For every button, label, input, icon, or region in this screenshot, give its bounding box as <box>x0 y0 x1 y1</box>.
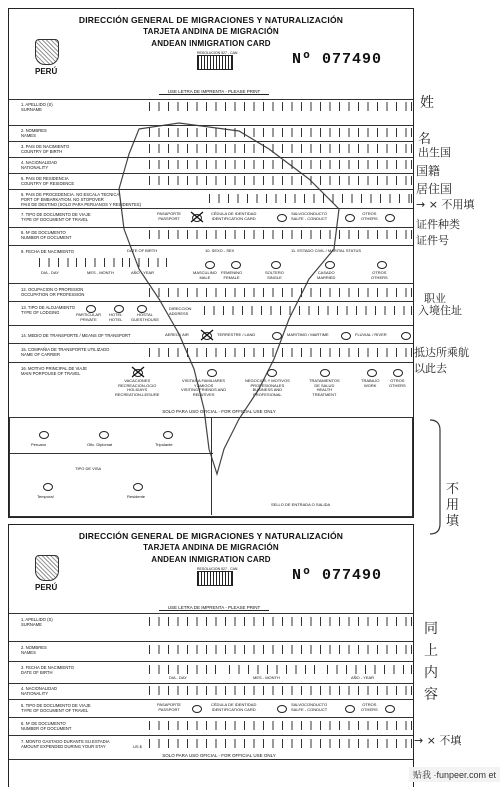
purpose-work-radio[interactable] <box>367 369 377 377</box>
row-divider <box>9 189 413 190</box>
field-amount-label: 7. MONTO GASTADO DURANTE SU ESTADIA AMOUNT EXPENDED DURING YOUR STAY <box>21 739 110 749</box>
note-no-fill: → × 不用填 <box>416 198 475 211</box>
row-divider <box>9 453 213 454</box>
field-residence-label: 5. PAIS DE RESIDENCIA COUNTRY OF RESIDENCE <box>21 176 75 186</box>
doc-safe-conduct-radio[interactable] <box>345 705 355 713</box>
embarkation-grid[interactable] <box>209 194 412 203</box>
note-name: 名 <box>418 132 432 147</box>
type-diplomat-radio[interactable] <box>99 431 109 439</box>
doc-others-option: OTROS OTHERS <box>361 211 378 221</box>
row-divider <box>9 227 413 228</box>
row-divider <box>9 141 413 142</box>
dob-year-grid[interactable] <box>129 258 167 267</box>
birth-country-grid[interactable] <box>149 144 412 153</box>
lodging-private-option: PARTICULAR PRIVATE <box>76 312 101 322</box>
field-doc-type-label: 7. TIPO DE DOCUMENTO DE VIAJE TYPE OF DOCUMENT OF TRAVEL <box>21 212 91 222</box>
row-divider <box>9 125 413 126</box>
field-embarkation-label: 6. PAIS DE PROCEDENCIA. NO ESCALA TECNICA PORT OF EMBARKATION. NO STOPOVER PAIS DE DESTINO (SOLO PARA PERUANOS Y RESIDENTES) <box>21 192 141 207</box>
field-lodging-label: 13. TIPO DE ALOJAMIENTO TYPE OF LODGING <box>21 305 76 315</box>
field-surname-label: 1. APELLIDO (S) SURNAME <box>21 102 53 112</box>
type-crew-radio[interactable] <box>163 431 173 439</box>
row-divider <box>9 641 413 642</box>
note-surname: 姓 <box>420 95 434 111</box>
doc-safe-conduct-option: SALVOCONDUCTO SALFE - CONDUCT <box>291 211 328 221</box>
address-grid[interactable] <box>204 306 412 315</box>
purpose-visiting-radio[interactable] <box>207 369 217 377</box>
dob-day-grid[interactable] <box>149 665 216 674</box>
row-divider <box>9 173 413 174</box>
purpose-business-radio[interactable] <box>267 369 277 377</box>
row-divider <box>9 343 413 344</box>
field-doc-number-label: 6. Nº DE DOCUMENTO NUMBER OF DOCUMENT <box>21 721 72 731</box>
note-doc-number: 证件号 <box>416 234 449 247</box>
sex-female-radio[interactable] <box>231 261 241 269</box>
doc-id-option: CÉDULA DE IDENTIDAD IDENTIFICATION CARD <box>211 211 257 221</box>
purpose-holidays-option: VACACIONES RECREACION-OCIO HOLIDAYS RECREATION-LEISURE <box>115 378 160 397</box>
doc-others-radio[interactable] <box>385 705 395 713</box>
resolution-text: RESOLUCION 527 - CAN <box>197 567 238 571</box>
dob-day-label: DIA - DAY <box>169 675 187 680</box>
doc-safe-conduct-radio[interactable] <box>345 214 355 222</box>
doc-number-grid[interactable] <box>149 230 412 239</box>
immigration-card-top <box>8 8 414 518</box>
dob-year-label: AÑO - YEAR <box>351 675 375 680</box>
sex-female-label: FEMENINO FEMALE <box>221 270 243 280</box>
marital-single-option: SOLTERO SINGLE <box>265 270 284 280</box>
field-names-label: 2. NOMBRES NAMES <box>21 645 47 655</box>
lodging-guesthouse-option: HOSTAL GUESTHOUSE <box>131 312 160 322</box>
nationality-grid[interactable] <box>149 160 412 169</box>
carrier-grid[interactable] <box>149 348 412 357</box>
dob-year-label: AÑO - YEAR <box>131 270 155 275</box>
purpose-others-option: OTROS OTHERS <box>389 378 406 388</box>
country-label: PERÚ <box>35 583 58 592</box>
row-divider <box>9 157 413 158</box>
row-divider <box>9 245 413 246</box>
note-residence: 居住国 <box>416 182 453 196</box>
marital-others-radio[interactable] <box>377 261 387 269</box>
checked-mark-icon <box>200 329 214 341</box>
card-number: Nº 077490 <box>292 51 383 68</box>
row-divider <box>9 683 413 684</box>
names-grid[interactable] <box>149 128 412 137</box>
print-hint: USE LETRA DE IMPRENTA - PLEASE PRINT <box>159 89 269 95</box>
type-peruvian-radio[interactable] <box>39 431 49 439</box>
bracket-icon <box>428 418 442 536</box>
currency-label: US $ <box>133 744 142 749</box>
type-peruvian-label: Peruano <box>31 442 47 447</box>
agency-title: DIRECCIÓN GENERAL DE MIGRACIONES Y NATURALIZACIÓN <box>78 15 344 25</box>
occupation-grid[interactable] <box>149 288 412 297</box>
field-dob-label: 9. FECHA DE NACIMIENTO <box>21 249 74 254</box>
dob-caption: DATE OF BIRTH <box>127 248 158 253</box>
field-transport-label: 14. MEDIO DE TRANSPORTE / MEANS OF TRANSPORT <box>21 333 131 338</box>
transport-river-radio[interactable] <box>401 332 411 340</box>
note-occupation: 职业 <box>424 292 446 305</box>
field-doc-type-label: 5. TIPO DE DOCUMENTO DE VIAJE TYPE OF DOCUMENT OF TRAVEL <box>21 703 91 713</box>
doc-others-option: OTROS OTHERS <box>361 702 378 712</box>
doc-passport-option: PASAPORTE PASSPORT <box>157 211 182 221</box>
dob-month-label: MES - MONTH <box>87 270 114 275</box>
dob-day-grid[interactable] <box>39 258 77 267</box>
field-names-label: 2. NOMBRES NAMES <box>21 128 47 138</box>
purpose-others-radio[interactable] <box>393 369 403 377</box>
visa-resident-radio[interactable] <box>133 483 143 491</box>
doc-id-option: CÉDULA DE IDENTIDAD IDENTIFICATION CARD <box>211 702 257 712</box>
checked-mark-icon <box>131 366 145 378</box>
note-no-fill-bottom: → × 不填 <box>414 734 462 747</box>
dob-month-label: MES - MONTH <box>253 675 280 680</box>
row-divider <box>9 362 413 363</box>
doc-safe-conduct-option: SALVOCONDUCTO SALFE - CONDUCT <box>291 702 328 712</box>
row-divider <box>9 759 413 760</box>
marital-others-option: OTROS OTHERS <box>371 270 388 280</box>
transport-land-option: TERRESTRE / LAND <box>217 332 256 337</box>
doc-passport-radio[interactable] <box>192 705 202 713</box>
amount-grid[interactable] <box>149 739 412 748</box>
residence-grid[interactable] <box>149 176 412 185</box>
row-divider <box>9 325 413 326</box>
dob-month-grid[interactable] <box>229 665 315 674</box>
visa-temporary-radio[interactable] <box>43 483 53 491</box>
doc-passport-option: PASAPORTE PASSPORT <box>157 702 182 712</box>
row-divider <box>9 283 413 284</box>
purpose-business-option: NEGOCIOS Y MOTIVOS PROFESIONALES BUSINESS AND PROFESIONAL <box>245 378 290 397</box>
row-divider <box>9 735 413 736</box>
field-occupation-label: 12. OCUPACION O PROFESION OCCUPATION OR PROFESSION <box>21 287 85 297</box>
nationality-grid[interactable] <box>149 686 412 695</box>
note-carrier-2: 以此去 <box>414 362 447 375</box>
visa-type-label: TIPO DE VISA <box>75 466 102 471</box>
transport-sea-radio[interactable] <box>341 332 351 340</box>
dob-month-grid[interactable] <box>85 258 123 267</box>
transport-land-radio[interactable] <box>272 332 282 340</box>
official-use-label: SOLO PARA USO OFICIAL - FOR OFFICIAL USE ONLY <box>162 409 276 414</box>
surname-grid[interactable] <box>149 617 412 626</box>
purpose-visiting-option: VISITAS A FAMILIARES Y AMIGOS VISITING FRIENDS AND RELATIVES <box>181 378 227 397</box>
row-divider <box>9 699 413 700</box>
sex-male-label: MASCULINO MALE <box>193 270 217 280</box>
visa-resident-label: Residente <box>127 494 146 499</box>
can-logo-icon <box>197 571 233 586</box>
row-divider <box>9 301 413 302</box>
marital-married-radio[interactable] <box>325 261 335 269</box>
field-purpose-label: 16. MOTIVO PRINCIPAL DE VIAJE MAIN PORPOUSE OF TRAVEL <box>21 366 88 376</box>
doc-number-grid[interactable] <box>149 721 412 730</box>
field-birth-country-label: 3. PAIS DE NACIMIENTO COUNTRY OF BIRTH <box>21 144 70 154</box>
note-not-fill-vertical: 不用填 <box>446 482 460 529</box>
row-divider <box>9 99 413 100</box>
note-birth-country: 出生国 <box>418 146 451 159</box>
card-title-es: TARJETA ANDINA DE MIGRACIÓN <box>143 27 279 36</box>
field-nationality-label: 4. NACIONALIDAD NATIONALITY <box>21 160 58 170</box>
peru-seal-icon <box>35 39 59 65</box>
can-logo-icon <box>197 55 233 70</box>
peru-seal-icon <box>35 555 59 581</box>
transport-sea-option: MARITIMO / MARTIME <box>287 332 329 337</box>
stamp-area <box>211 417 212 515</box>
checked-mark-icon <box>190 211 204 223</box>
type-crew-label: Tripulante <box>155 442 173 447</box>
address-label: DIRECCION ADDRESS <box>169 306 192 316</box>
note-nationality: 国籍 <box>416 164 441 178</box>
purpose-health-option: TRATAMIENTOS DE SALUD HEALTH TREATMENT <box>309 378 340 397</box>
note-same-above: 同上内容 <box>424 621 438 703</box>
watermark: 贴我 ·funpeer.com et <box>409 767 500 782</box>
immigration-card-bottom <box>8 524 414 787</box>
note-address: 入境住址 <box>418 304 462 317</box>
sex-label: 10. SEXO - SEX <box>205 248 235 253</box>
doc-others-radio[interactable] <box>385 214 395 222</box>
marital-single-radio[interactable] <box>271 261 281 269</box>
names-grid[interactable] <box>149 645 412 654</box>
card-title-en: ANDEAN INMIGRATION CARD <box>151 39 271 48</box>
lodging-hotel-option: HOTEL HOTEL <box>109 312 123 322</box>
field-surname-label: 1. APELLIDO (S) SURNAME <box>21 617 53 627</box>
marital-label: 11. ESTADO CIVIL / MARITAL STATUS <box>291 248 362 253</box>
purpose-health-radio[interactable] <box>320 369 330 377</box>
note-carrier: 抵达所乘航 <box>414 346 469 359</box>
dob-day-label: DIA - DAY <box>41 270 59 275</box>
card-title-en: ANDEAN INMIGRATION CARD <box>151 555 271 564</box>
row-divider <box>9 717 413 718</box>
card-number: Nº 077490 <box>292 567 383 584</box>
official-use-label: SOLO PARA USO OFICIAL - FOR OFFICIAL USE ONLY <box>162 753 276 758</box>
field-nationality-label: 4. NACIONALIDAD NATIONALITY <box>21 686 58 696</box>
print-hint: USE LETRA DE IMPRENTA - PLEASE PRINT <box>159 605 269 611</box>
field-carrier-label: 15. COMPAÑIA DE TRANSPORTE UTILIZADO NAME OF CARRIER <box>21 347 110 357</box>
row-divider <box>9 208 413 209</box>
surname-grid[interactable] <box>149 102 412 111</box>
field-doc-number-label: 8. Nº DE DOCUMENTO NUMBER OF DOCUMENT <box>21 230 72 240</box>
doc-id-radio[interactable] <box>277 214 287 222</box>
field-dob-label: 3. FECHA DE NACIMIENTO DATE OF BIRTH <box>21 665 74 675</box>
note-doc-type: 证件种类 <box>416 218 460 231</box>
transport-air-option: AEREO / AIR <box>165 332 189 337</box>
row-divider <box>9 613 413 614</box>
card-title-es: TARJETA ANDINA DE MIGRACIÓN <box>143 543 279 552</box>
stamp-label: SELLO DE ENTRADA O SALIDA <box>271 502 331 507</box>
dob-year-grid[interactable] <box>327 665 412 674</box>
sex-male-radio[interactable] <box>205 261 215 269</box>
type-diplomat-label: Ofic. Diplomat <box>87 442 113 447</box>
country-label: PERÚ <box>35 67 58 76</box>
resolution-text: RESOLUCION 527 - CAN <box>197 51 238 55</box>
row-divider <box>9 661 413 662</box>
marital-married-option: CASADO MARRIED <box>317 270 336 280</box>
doc-id-radio[interactable] <box>277 705 287 713</box>
visa-temporary-label: Temporal <box>37 494 54 499</box>
purpose-work-option: TRABAJO WORK <box>361 378 380 388</box>
transport-river-option: FLUVIAL / RIVER <box>355 332 387 337</box>
agency-title: DIRECCIÓN GENERAL DE MIGRACIONES Y NATURALIZACIÓN <box>78 531 344 541</box>
